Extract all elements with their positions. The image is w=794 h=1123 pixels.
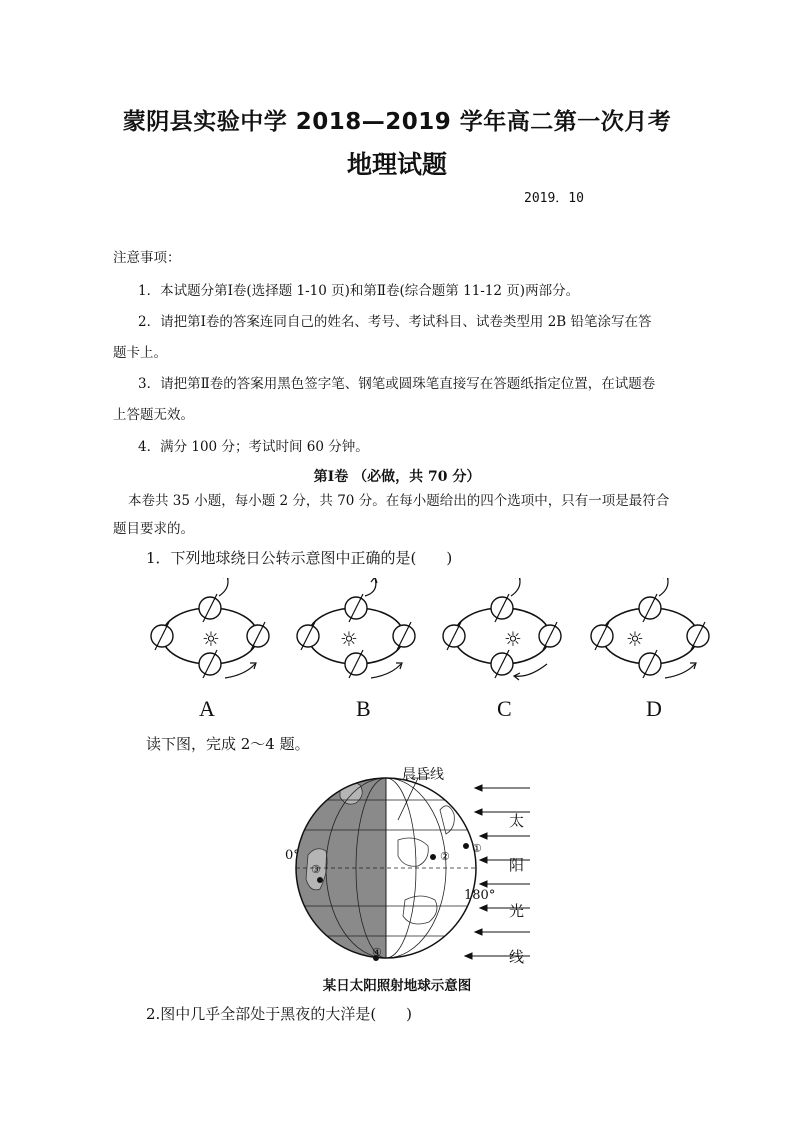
question-2: 2.图中几乎全部处于黑夜的大洋是( )	[146, 1005, 413, 1023]
longitude-180-label: 180°	[464, 888, 496, 903]
orbit-option-c	[443, 578, 561, 680]
read-figure-instruction: 读下图，完成 2～4 题。	[146, 735, 310, 753]
longitude-0-label: 0°	[285, 848, 300, 863]
sunlight-char-4: 线	[509, 948, 525, 966]
sun-icon: ☼	[202, 627, 220, 651]
marker-3: ③	[311, 863, 321, 876]
sun-icon: ☼	[504, 627, 522, 651]
notice-item-2a: 2．请把第Ⅰ卷的答案连同自己的姓名、考号、考试科目、试卷类型用 2B 铅笔涂写在答	[138, 314, 652, 330]
figure-caption: 某日太阳照射地球示意图	[322, 978, 472, 994]
notice-item-1: 1．本试题分第Ⅰ卷(选择题 1-10 页)和第Ⅱ卷(综合题第 11-12 页)两部分。	[138, 283, 580, 299]
notice-item-3b: 上答题无效。	[113, 407, 194, 423]
exam-date: 2019．10	[524, 191, 584, 206]
section-heading: 第Ⅰ卷 （必做，共 70 分）	[313, 469, 481, 485]
marker-1: ①	[472, 842, 482, 855]
sunlight-char-2: 阳	[509, 856, 525, 874]
sunlight-char-1: 太	[509, 812, 525, 830]
option-label-b: B	[356, 696, 371, 721]
notice-heading: 注意事项：	[113, 250, 181, 266]
question-1: 1．下列地球绕日公转示意图中正确的是( )	[146, 549, 453, 567]
section-intro-b: 题目要求的。	[113, 521, 194, 537]
notice-item-3a: 3．请把第Ⅱ卷的答案用黑色签字笔、钢笔或圆珠笔直接写在答题纸指定位置，在试题卷	[138, 376, 656, 392]
orbit-option-d	[591, 578, 709, 678]
sun-icon: ☼	[626, 627, 644, 651]
notice-item-2b: 题卡上。	[113, 345, 167, 361]
marker-4: ④	[372, 946, 382, 959]
terminator-label: 晨昏线	[402, 767, 444, 783]
exam-title: 蒙阴县实验中学 2018—2019 学年高二第一次月考	[122, 109, 672, 135]
option-label-a: A	[199, 696, 215, 721]
marker-2: ②	[440, 850, 450, 863]
section-intro-a: 本卷共 35 小题，每小题 2 分，共 70 分。在每小题给出的四个选项中，只有一项是最符合	[128, 493, 670, 509]
notice-item-4: 4．满分 100 分；考试时间 60 分钟。	[138, 439, 369, 455]
sun-icon: ☼	[340, 627, 358, 651]
option-label-c: C	[497, 696, 512, 721]
subject-title: 地理试题	[346, 150, 447, 179]
sunlight-char-3: 光	[509, 902, 525, 920]
option-label-d: D	[646, 696, 662, 721]
